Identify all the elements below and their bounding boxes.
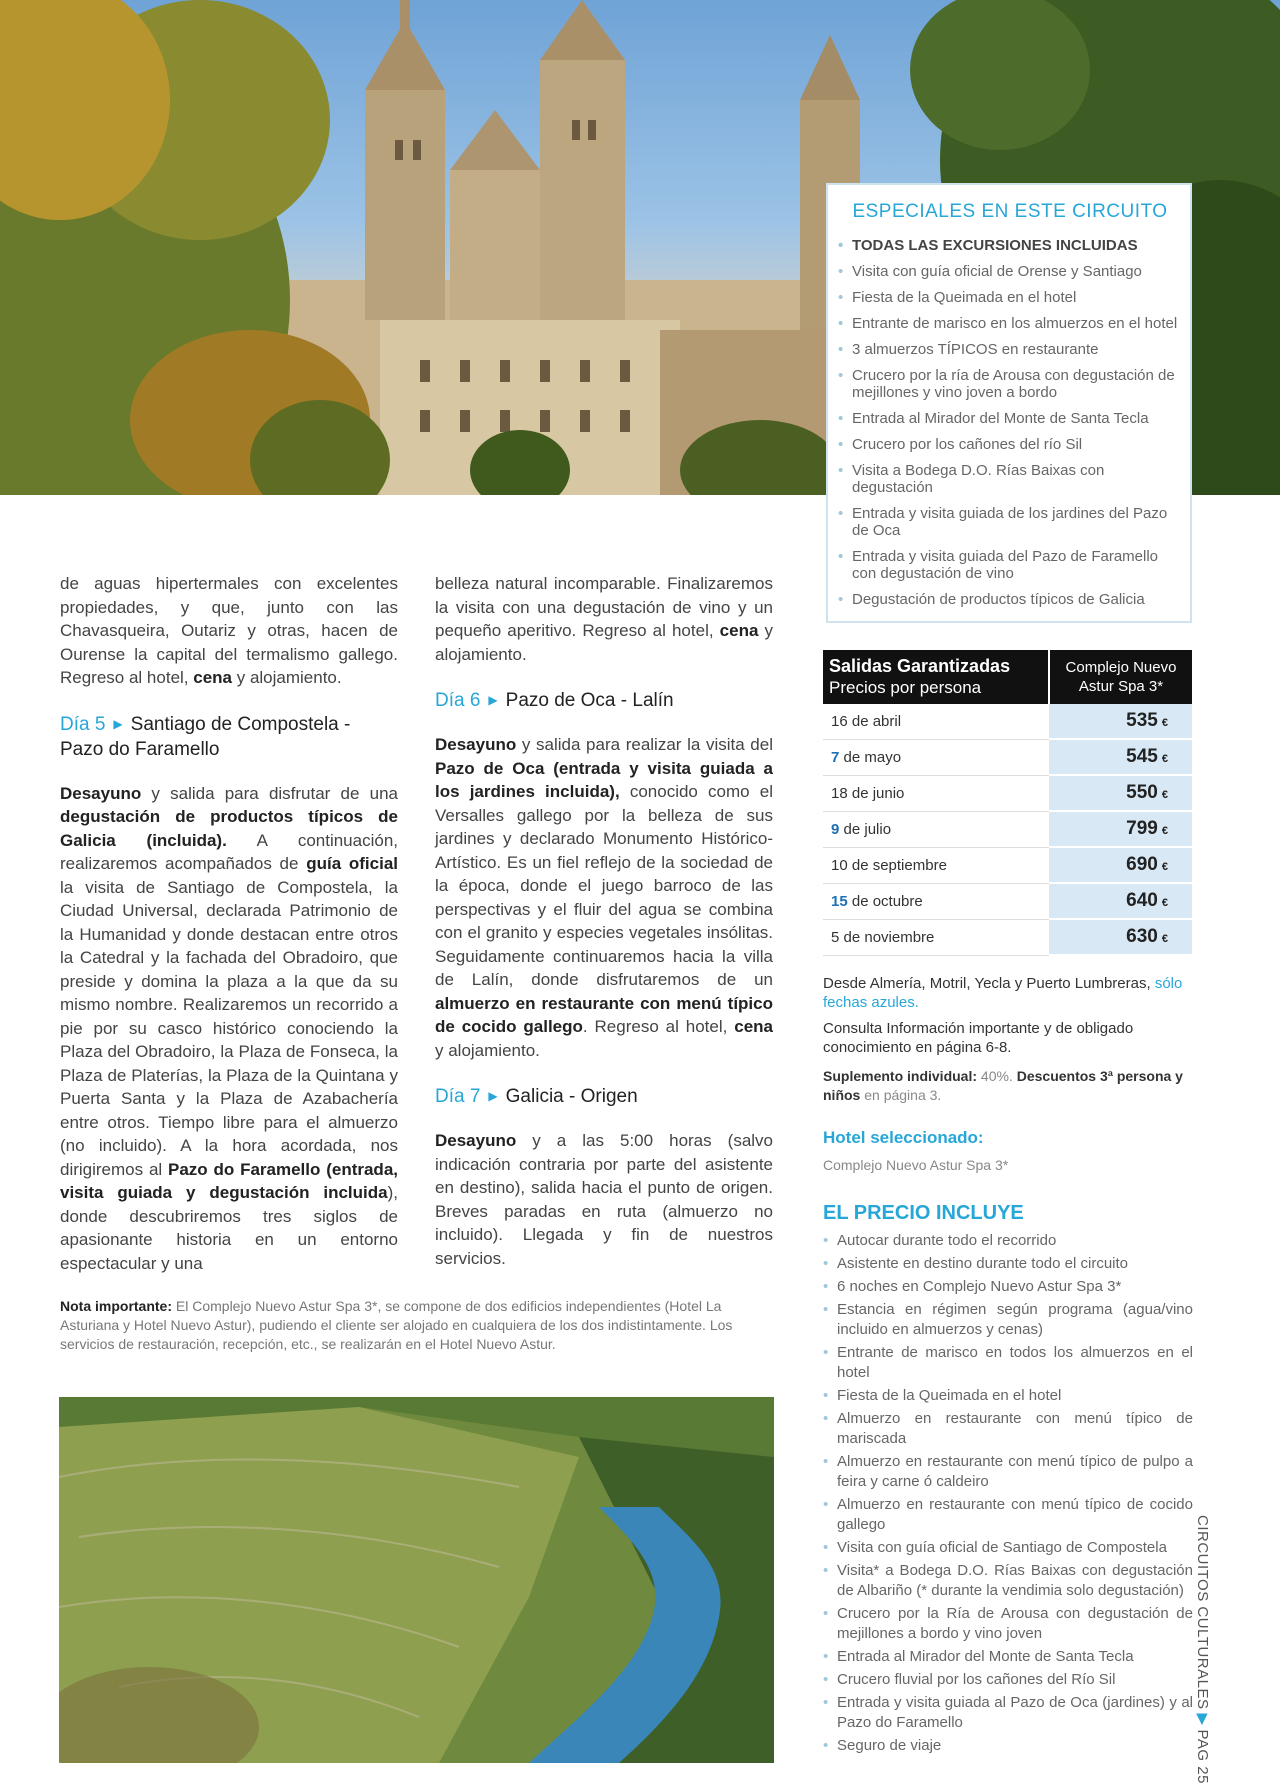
table-row bbox=[823, 883, 1192, 919]
day7-title: Galicia - Origen bbox=[505, 1086, 638, 1107]
departure-date: 15 de octubre bbox=[823, 883, 1049, 919]
table-row bbox=[823, 919, 1192, 955]
list-item: • Almuerzo en restaurante con menú típico de mariscada bbox=[823, 1409, 1193, 1449]
departure-date: 16 de abril bbox=[823, 704, 1049, 739]
price-cell: 799 € bbox=[1049, 811, 1192, 847]
table-row bbox=[823, 739, 1192, 775]
price-table bbox=[823, 650, 1192, 956]
day6-heading bbox=[435, 688, 773, 713]
list-item: • Autocar durante todo el recorrido bbox=[823, 1231, 1193, 1251]
list-item: • Entrada al Mirador del Monte de Santa Tecla bbox=[823, 1647, 1193, 1667]
list-item: • Almuerzo en restaurante con menú típico de pulpo a feira y carne ó caldeiro bbox=[823, 1452, 1193, 1492]
departure-date: 5 de noviembre bbox=[823, 919, 1049, 955]
arrow-right-icon: ▶ bbox=[113, 716, 123, 731]
section-name: CIRCUITOS CULTURALES bbox=[1194, 1515, 1211, 1710]
specials-item: • Degustación de productos típicos de Galicia bbox=[838, 591, 1182, 608]
price-includes-list bbox=[823, 1231, 1193, 1759]
list-item: • Crucero fluvial por los cañones del Río Sil bbox=[823, 1670, 1193, 1690]
price-cell: 640 € bbox=[1049, 883, 1192, 919]
price-cell: 545 € bbox=[1049, 739, 1192, 775]
day5-heading bbox=[60, 712, 398, 762]
specials-item: • Fiesta de la Queimada en el hotel bbox=[838, 289, 1182, 306]
note-text: El Complejo Nuevo Astur Spa 3*, se compone de dos edificios independientes (Hotel La Asturiana y Hotel Nuevo Astur), pudiendo el cliente ser alojado en cualquiera de los dos indistintamente. Los servicios de restauración, recepción, etc., se realizarán en el Hotel Nuevo Astur. bbox=[60, 1298, 733, 1352]
specials-item: • Entrante de marisco en los almuerzos en el hotel bbox=[838, 315, 1182, 332]
arrow-right-icon: ▶ bbox=[488, 693, 498, 707]
specials-item: • Crucero por la ría de Arousa con degustación de mejillones y vino joven a bordo bbox=[838, 367, 1182, 401]
price-per-person-label: Precios por persona bbox=[829, 678, 982, 697]
table-row bbox=[823, 811, 1192, 847]
price-cell: 535 € bbox=[1049, 704, 1192, 739]
important-note bbox=[60, 1297, 780, 1354]
price-table-header bbox=[823, 650, 1049, 704]
selected-hotel-name: Complejo Nuevo Astur Spa 3* bbox=[823, 1157, 1009, 1173]
day5-title: Santiago de Compostela - Pazo do Faramello bbox=[60, 713, 351, 760]
price-cell: 690 € bbox=[1049, 847, 1192, 883]
specials-item: • Crucero por los cañones del río Sil bbox=[838, 436, 1182, 453]
list-item: • Estancia en régimen según programa (agua/vino incluido en almuerzos y cenas) bbox=[823, 1300, 1193, 1340]
specials-item: • Entrada al Mirador del Monte de Santa Tecla bbox=[838, 410, 1182, 427]
specials-item: • Visita con guía oficial de Orense y Santiago bbox=[838, 263, 1182, 280]
list-item: • Almuerzo en restaurante con menú típico de cocido gallego bbox=[823, 1495, 1193, 1535]
departure-cities-note: Desde Almería, Motril, Yecla y Puerto Lumbreras, sólo fechas azules. bbox=[823, 975, 1183, 1011]
table-row bbox=[823, 775, 1192, 811]
specials-box bbox=[826, 183, 1192, 623]
day7-heading bbox=[435, 1084, 773, 1109]
price-cell: 630 € bbox=[1049, 919, 1192, 955]
note-label: Nota importante: bbox=[60, 1298, 172, 1314]
departure-date: 7 de mayo bbox=[823, 739, 1049, 775]
price-includes-title: EL PRECIO INCLUYE bbox=[823, 1202, 1024, 1224]
supplement-discount-note: Suplemento individual: 40%. Descuentos 3ª persona y niños en página 3. bbox=[823, 1068, 1183, 1103]
day7-text: Desayuno y a las 5:00 horas (salvo indicación contraria por parte del asistente en destino), salida hacia el punto de origen. Breves paradas en ruta (almuerzo no incluido). Llegada y fin de nuestros servicios. bbox=[435, 1131, 773, 1268]
itinerary-column-1 bbox=[60, 572, 398, 1275]
selected-hotel-heading: Hotel seleccionado: bbox=[823, 1128, 984, 1147]
day5-number: Día 5 bbox=[60, 713, 106, 735]
specials-item: • 3 almuerzos TÍPICOS en restaurante bbox=[838, 341, 1182, 358]
table-row bbox=[823, 847, 1192, 883]
specials-item: • Entrada y visita guiada de los jardines del Pazo de Oca bbox=[838, 505, 1182, 539]
list-item: • Fiesta de la Queimada en el hotel bbox=[823, 1386, 1193, 1406]
day5-continuation: belleza natural incomparable. Finalizaremos la visita con una degustación de vino y un pequeño aperitivo. Regreso al hotel, cena y alojamiento. bbox=[435, 574, 773, 664]
consult-info-note: Consulta Información importante y de obligado conocimiento en página 6-8. bbox=[823, 1020, 1134, 1056]
arrow-right-icon: ▶ bbox=[488, 1089, 498, 1103]
specials-item: • Entrada y visita guiada del Pazo de Faramello con degustación de vino bbox=[838, 548, 1182, 582]
list-item: • Entrante de marisco en todos los almuerzos en el hotel bbox=[823, 1343, 1193, 1383]
list-item: • 6 noches en Complejo Nuevo Astur Spa 3* bbox=[823, 1277, 1193, 1297]
guaranteed-departures-label: Salidas Garantizadas bbox=[829, 656, 1011, 676]
day4-continuation: de aguas hipertermales con excelentes propiedades, y que, junto con las Chavasqueira, Outariz y otras, hacen de Ourense la capital del termalismo gallego. Regreso al hotel, cena y alojamiento. bbox=[60, 574, 398, 687]
list-item: • Crucero por la Ría de Arousa con degustación de mejillones a bordo y vino joven bbox=[823, 1604, 1193, 1644]
list-item: • Entrada y visita guiada al Pazo de Oca (jardines) y al Pazo do Faramello bbox=[823, 1693, 1193, 1733]
day5-text: Desayuno y salida para disfrutar de una degustación de productos típicos de Galicia (incluida). A continuación, realizaremos acompañados de guía oficial la visita de Santiago de Compostela, la Ciudad Universal, declarada Patrimonio de la Humanidad y donde destacan entre otros la Catedral y la fachada del Obradoiro, que preside y domina la plaza a la que da su mismo nombre. Realizaremos un recorrido a pie por su casco histórico conociendo la Plaza del Obradoiro, la Plaza de Fonseca, la Plaza de Platerías, la Plaza de la Quintana y Puerta Santa y la Plaza de Azabachería entre otros. Tiempo libre para el almuerzo (no incluido). A la hora acordada, nos dirigiremos al Pazo do Faramello (entrada, visita guiada y degustación incluida), donde descubriremos tres siglos de apasionante historia en un entorno espectacular y una bbox=[60, 783, 399, 1273]
canyon-illustration bbox=[59, 1397, 774, 1763]
list-item: • Visita con guía oficial de Santiago de Compostela bbox=[823, 1538, 1193, 1558]
departure-date: 18 de junio bbox=[823, 775, 1049, 811]
arrow-right-icon: ▶ bbox=[1194, 1713, 1211, 1726]
departure-date: 9 de julio bbox=[823, 811, 1049, 847]
list-item: • Seguro de viaje bbox=[823, 1736, 1193, 1756]
list-item: • Asistente en destino durante todo el circuito bbox=[823, 1254, 1193, 1274]
hotel-column-header: Complejo Nuevo Astur Spa 3* bbox=[1049, 650, 1192, 704]
day6-number: Día 6 bbox=[435, 690, 481, 711]
sil-canyon-photo bbox=[59, 1397, 774, 1763]
day6-text: Desayuno y salida para realizar la visita del Pazo de Oca (entrada y visita guiada a los jardines incluida), conocido como el Versalles gallego por la belleza de sus jardines y declarado Monumento Histórico-Artístico. Es un fiel reflejo de la sociedad de la época, donde el juego barroco de las perspectivas y el fluir del agua se combina con el granito y especies vegetales insólitas. Seguidamente continuaremos hacia la villa de Lalín, donde disfrutaremos de un almuerzo en restaurante con menú típico de cocido gallego. Regreso al hotel, cena y alojamiento. bbox=[435, 735, 773, 1060]
list-item: • Visita* a Bodega D.O. Rías Baixas con degustación de Albariño (* durante la vendimia solo degustación) bbox=[823, 1561, 1193, 1601]
specials-list bbox=[838, 237, 1182, 608]
day7-number: Día 7 bbox=[435, 1086, 481, 1107]
day6-title: Pazo de Oca - Lalín bbox=[505, 690, 674, 711]
specials-item: • TODAS LAS EXCURSIONES INCLUIDAS bbox=[838, 237, 1182, 254]
page-number: PAG 25 bbox=[1194, 1729, 1211, 1784]
page-footer-vertical bbox=[1192, 1515, 1212, 1784]
specials-title: ESPECIALES EN ESTE CIRCUITO bbox=[852, 201, 1168, 222]
price-cell: 550 € bbox=[1049, 775, 1192, 811]
departure-date: 10 de septiembre bbox=[823, 847, 1049, 883]
itinerary-column-2 bbox=[435, 572, 773, 1270]
table-row bbox=[823, 704, 1192, 739]
specials-item: • Visita a Bodega D.O. Rías Baixas con degustación bbox=[838, 462, 1182, 496]
